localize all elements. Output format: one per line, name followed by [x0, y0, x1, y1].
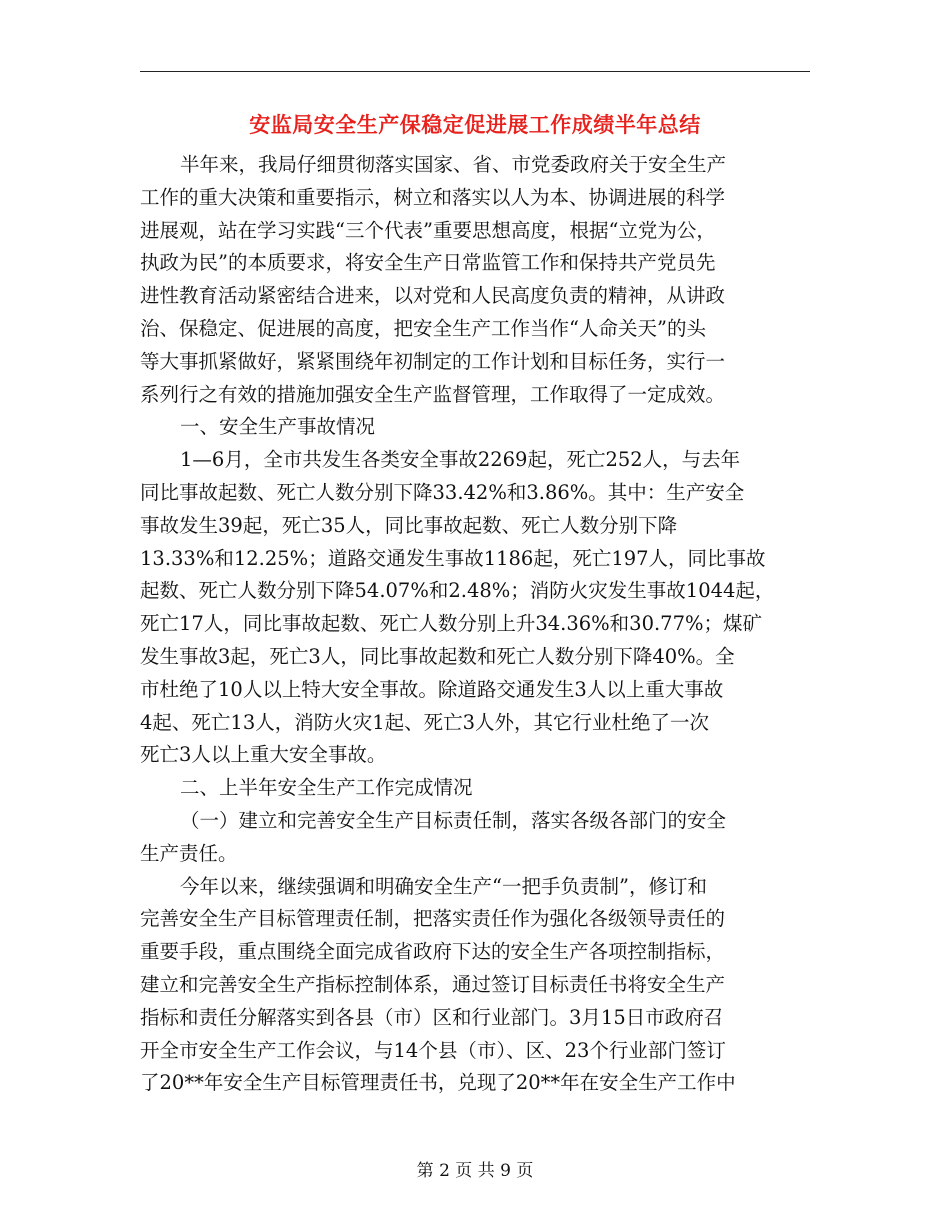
section-heading: 一、安全生产事故情况	[180, 415, 376, 439]
paragraph-line: 等大事抓紧做好，紧紧围绕年初制定的工作计划和目标任务，实行一	[140, 349, 726, 373]
paragraph-line: 治、保稳定、促进展的高度，把安全生产工作当作“人命关天”的头	[140, 316, 706, 340]
paragraph-line: 完善安全生产目标管理责任制，把落实责任作为强化各级领导责任的	[140, 907, 726, 931]
paragraph-line: 起数、死亡人数分别下降54.07%和2.48%；消防火灾发生事故1044起，	[140, 579, 775, 603]
header-rule	[140, 71, 810, 72]
paragraph-line: 建立和完善安全生产指标控制体系，通过签订目标责任书将安全生产	[140, 972, 726, 996]
paragraph-line: 死亡3人以上重大安全事故。	[140, 743, 387, 767]
paragraph-line: 重要手段，重点围绕全面完成省政府下达的安全生产各项控制指标，	[140, 940, 726, 964]
paragraph-line: 工作的重大决策和重要指示，树立和落实以人为本、协调进展的科学	[140, 185, 726, 209]
paragraph-line: 1—6月，全市共发生各类安全事故2269起，死亡252人，与去年	[180, 448, 741, 472]
document-title: 安监局安全生产保稳定促进展工作成绩半年总结	[249, 112, 701, 137]
paragraph-line: 13.33%和12.25%；道路交通发生事故1186起，死亡197人，同比事故	[140, 546, 766, 570]
subsection-heading: （一）建立和完善安全生产目标责任制，落实各级各部门的安全	[180, 808, 727, 832]
paragraph-line: 今年以来，继续强调和明确安全生产“一把手负责制”，修订和	[180, 874, 707, 898]
paragraph-line: 进性教育活动紧密结合进来，以对党和人民高度负责的精神，从讲政	[140, 284, 726, 308]
paragraph-line: 发生事故3起，死亡3人，同比事故起数和死亡人数分别下降40%。全	[140, 644, 735, 668]
paragraph-line: 事故发生39起，死亡35人，同比事故起数、死亡人数分别下降	[140, 513, 678, 537]
paragraph-line: 死亡17人，同比事故起数、死亡人数分别上升34.36%和30.77%；煤矿	[140, 612, 763, 636]
paragraph-line: 半年来，我局仔细贯彻落实国家、省、市党委政府关于安全生产	[180, 153, 727, 176]
paragraph-line: 同比事故起数、死亡人数分别下降33.42%和3.86%。其中：生产安全	[140, 480, 745, 504]
subsection-heading: 生产责任。	[140, 841, 238, 865]
paragraph-line: 4起、死亡13人，消防火灾1起、死亡3人外，其它行业杜绝了一次	[140, 710, 710, 734]
paragraph-line: 开全市安全生产工作会议，与14个县（市）、区、23个行业部门签订	[140, 1038, 726, 1062]
paragraph-line: 指标和责任分解落实到各县（市）区和行业部门。3月15日市政府召	[140, 1005, 724, 1029]
paragraph-line: 系列行之有效的措施加强安全生产监督管理，工作取得了一定成效。	[140, 382, 726, 406]
document-body	[140, 149, 810, 1100]
paragraph-line: 了20**年安全生产目标管理责任书，兑现了20**年在安全生产工作中	[140, 1071, 736, 1095]
paragraph-line: 市杜绝了10人以上特大安全事故。除道路交通发生3人以上重大事故	[140, 677, 724, 701]
page-number-footer: 第 2 页 共 9 页	[416, 1161, 534, 1181]
paragraph-line: 执政为民”的本质要求，将安全生产日常监管工作和保持共产党员先	[140, 251, 716, 275]
section-heading: 二、上半年安全生产工作完成情况	[180, 776, 473, 800]
paragraph-line: 进展观，站在学习实践“三个代表”重要思想高度，根据“立党为公，	[140, 218, 716, 242]
